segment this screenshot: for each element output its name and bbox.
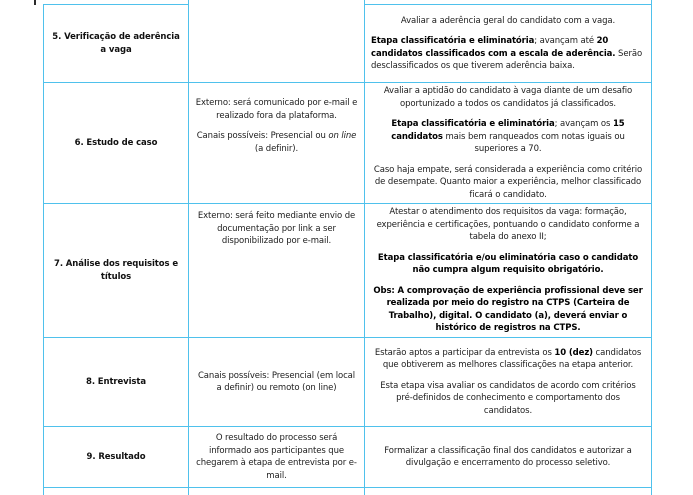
text-run: mais bem ranqueados com notas iguais ou superiores a 70. — [442, 131, 625, 154]
step-6-name-cell — [43, 82, 189, 203]
text-run: 6. Estudo de caso — [74, 137, 158, 148]
paragraph — [371, 164, 645, 202]
paragraph — [371, 347, 645, 372]
step-title — [52, 258, 180, 283]
paragraph — [371, 85, 645, 110]
text-run: Caso haja empate, será considerada a experiência como critério de desempate. Quanto maior a experiência, melhor classificado ficará o candidato. — [373, 164, 643, 200]
step-7-channel-cell — [189, 203, 365, 337]
paragraph — [195, 370, 358, 395]
step-5-description-cell — [365, 4, 652, 82]
paragraph — [371, 252, 645, 277]
step-title — [52, 376, 180, 389]
table-row-step-6 — [43, 82, 652, 203]
table-row-step-5 — [43, 4, 652, 82]
step-9-description-cell — [365, 426, 652, 487]
table-row-cutoff-bottom — [43, 487, 652, 495]
text-run: Atestar o atendimento dos requisitos da vaga: formação, experiência e certificações, pontuando o candidato conforme a tabela do anexo II; — [376, 207, 640, 243]
text-run: 20 candidatos classificados com a escala de aderência. — [371, 36, 616, 59]
paragraph — [371, 380, 645, 418]
text-run: Serão desclassificados os que tiverem aderência baixa. — [371, 48, 643, 71]
step-8-description-cell — [365, 337, 652, 426]
paragraph — [371, 445, 645, 470]
text-run: 8. Entrevista — [86, 376, 146, 387]
text-run: Canais possíveis: Presencial ou — [196, 131, 329, 141]
text-run: Externo: será feito mediante envio de documentação por link a ser disponibilizado por e-mail. — [197, 211, 356, 246]
text-run: Estarão aptos a participar da entrevista os — [374, 347, 555, 358]
text-run: Avaliar a aptidão do candidato à vaga diante de um desafio oportunizado a todos os candidatos já classificados. — [383, 86, 633, 109]
text-run: Etapa classificatória e/ou eliminatória caso o candidato não cumpra algum requisito obrigatório. — [377, 252, 639, 276]
previous-row-border-fragment — [34, 0, 36, 5]
step-title — [52, 137, 180, 150]
text-run: Obs: A comprovação de experiência profissional deve ser realizada por meio do registro na CTPS (Carteira de Trabalho), digital. O candidato (a), deverá enviar o histórico de registros na CTPS. — [373, 285, 643, 334]
paragraph — [371, 35, 645, 73]
description-cell-empty — [365, 487, 652, 495]
text-run: Externo: será comunicado por e-mail e realizado fora da plataforma. — [195, 98, 358, 121]
text-run: 15 candidatos — [391, 119, 625, 142]
text-run: Etapa classificatória e eliminatória — [391, 119, 555, 129]
table-row-step-7 — [43, 203, 652, 337]
text-run: 9. Resultado — [86, 451, 146, 462]
step-9-channel-cell — [189, 426, 365, 487]
step-name-cell-empty — [43, 487, 189, 495]
paragraph — [195, 432, 358, 482]
paragraph — [195, 130, 358, 155]
step-5-channel-cell — [189, 4, 365, 82]
text-run: 7. Análise dos requisitos e títulos — [54, 259, 178, 282]
text-run: (a definir). — [254, 143, 299, 154]
text-run: Avaliar a aderência geral do candidato com a vaga. — [400, 15, 616, 26]
step-5-name-cell — [43, 4, 189, 82]
selection-process-table — [43, 0, 652, 495]
paragraph — [371, 118, 645, 156]
step-8-channel-cell — [189, 337, 365, 426]
step-title — [52, 31, 180, 56]
step-6-channel-cell — [189, 82, 365, 203]
text-run: ; avançam até — [534, 36, 597, 46]
text-run: on line — [328, 131, 357, 141]
text-run: Esta etapa visa avaliar os candidatos de acordo com critérios pré-definidos de conhecimento e comportamento dos candidatos. — [380, 380, 636, 416]
text-run: Canais possíveis: Presencial (em local a definir) ou remoto (on line) — [197, 370, 356, 393]
paragraph — [371, 15, 645, 28]
text-run: ; avançam os — [554, 119, 613, 129]
paragraph — [195, 210, 358, 248]
paragraph — [371, 206, 645, 244]
step-9-name-cell — [43, 426, 189, 487]
step-7-name-cell — [43, 203, 189, 337]
text-run: candidatos que obtiverem as melhores classificações na etapa anterior. — [382, 347, 642, 371]
step-6-description-cell — [365, 82, 652, 203]
text-run: 5. Verificação de aderência a vaga — [52, 32, 180, 55]
table-row-step-8 — [43, 337, 652, 426]
text-run: Formalizar a classificação final dos candidatos e autorizar a divulgação e encerramento do processo seletivo. — [384, 445, 632, 468]
step-7-description-cell — [365, 203, 652, 337]
table-row-step-9 — [43, 426, 652, 487]
step-title — [52, 451, 180, 464]
paragraph — [371, 285, 645, 335]
step-8-name-cell — [43, 337, 189, 426]
text-run: Etapa classificatória e eliminatória — [371, 36, 535, 46]
text-run: 10 (dez) — [554, 347, 593, 358]
channel-cell-empty — [189, 487, 365, 495]
text-run: O resultado do processo será informado aos participantes que chegarem à etapa de entrevista por e-mail. — [196, 433, 357, 481]
paragraph — [195, 97, 358, 122]
